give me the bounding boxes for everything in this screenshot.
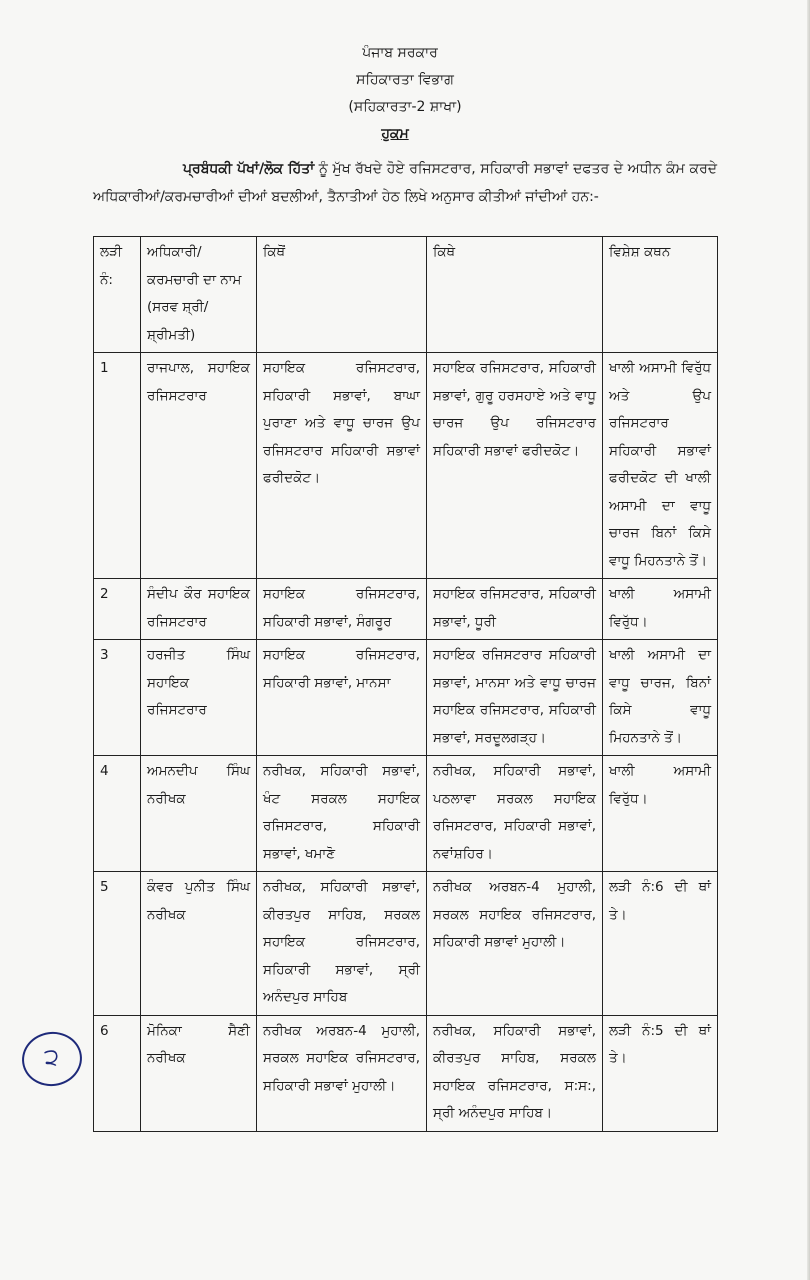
cell-to: ਸਹਾਇਕ ਰਜਿਸਟਰਾਰ ਸਹਿਕਾਰੀ ਸਭਾਵਾਂ, ਮਾਨਸਾ ਅਤੇ ਵਾਧੂ ਚਾਰਜ ਸਹਾਇਕ ਰਜਿਸਟਰਾਰ, ਸਹਿਕਾਰੀ ਸਭਾਵਾਂ, ਸਰਦੂਲਗੜ੍ਹ। <box>427 640 603 756</box>
cell-remarks: ਖਾਲੀ ਅਸਾਮੀ ਵਿਰੁੱਧ ਅਤੇ ਉਪ ਰਜਿਸਟਰਾਰ ਸਹਿਕਾਰੀ ਸਭਾਵਾਂ ਫਰੀਦਕੋਟ ਦੀ ਖਾਲੀ ਅਸਾਮੀ ਦਾ ਵਾਧੂ ਚਾਰਜ ਬਿਨਾਂ ਕਿਸੇ ਵਾਧੂ ਮਿਹਨਤਾਨੇ ਤੋਂ। <box>603 353 718 579</box>
cell-serial: 4 <box>94 756 141 872</box>
cell-serial: 2 <box>94 579 141 640</box>
intro-paragraph <box>93 155 717 211</box>
cell-to: ਨਰੀਖਕ, ਸਹਿਕਾਰੀ ਸਭਾਵਾਂ, ਪਠਲਾਵਾ ਸਰਕਲ ਸਹਾਇਕ ਰਜਿਸਟਰਾਰ, ਸਹਿਕਾਰੀ ਸਭਾਵਾਂ, ਨਵਾਂਸ਼ਹਿਰ। <box>427 756 603 872</box>
cell-remarks: ਖਾਲੀ ਅਸਾਮੀ ਵਿਰੁੱਧ। <box>603 756 718 872</box>
government-name: ਪੰਜਾਬ ਸਰਕਾਰ <box>362 45 438 61</box>
cell-to: ਸਹਾਇਕ ਰਜਿਸਟਰਾਰ, ਸਹਿਕਾਰੀ ਸਭਾਵਾਂ, ਗੁਰੂ ਹਰਸਹਾਏ ਅਤੇ ਵਾਧੂ ਚਾਰਜ ਉਪ ਰਜਿਸਟਰਾਰ ਸਹਿਕਾਰੀ ਸਭਾਵਾਂ ਫਰੀਦਕੋਟ। <box>427 353 603 579</box>
cell-to: ਸਹਾਇਕ ਰਜਿਸਟਰਾਰ, ਸਹਿਕਾਰੀ ਸਭਾਵਾਂ, ਧੂਰੀ <box>427 579 603 640</box>
table-row <box>94 756 718 872</box>
cell-to: ਨਰੀਖਕ ਅਰਬਨ-4 ਮੁਹਾਲੀ, ਸਰਕਲ ਸਹਾਇਕ ਰਜਿਸਟਰਾਰ, ਸਹਿਕਾਰੀ ਸਭਾਵਾਂ ਮੁਹਾਲੀ। <box>427 872 603 1016</box>
cell-from: ਸਹਾਇਕ ਰਜਿਸਟਰਾਰ, ਸਹਿਕਾਰੀ ਸਭਾਵਾਂ, ਸੰਗਰੂਰ <box>257 579 427 640</box>
cell-serial: 5 <box>94 872 141 1016</box>
table-row <box>94 872 718 1016</box>
cell-name: ਸੰਦੀਪ ਕੌਰ ਸਹਾਇਕ ਰਜਿਸਟਰਾਰ <box>141 579 257 640</box>
table-row <box>94 353 718 579</box>
table-row <box>94 579 718 640</box>
cell-name: ਰਾਜਪਾਲ, ਸਹਾਇਕ ਰਜਿਸਟਰਾਰ <box>141 353 257 579</box>
cell-name: ਹਰਜੀਤ ਸਿੰਘ ਸਹਾਇਕ ਰਜਿਸਟਰਾਰ <box>141 640 257 756</box>
branch-name: (ਸਹਿਕਾਰਤਾ-2 ਸ਼ਾਖਾ) <box>348 99 462 115</box>
order-title: ਹੁਕਮ <box>381 126 409 142</box>
header-official-name: ਅਧਿਕਾਰੀ/ ਕਰਮਚਾਰੀ ਦਾ ਨਾਮ (ਸਰਵ ਸ਼੍ਰੀ/ ਸ਼੍ਰੀਮਤੀ) <box>141 237 257 353</box>
intro-text: ਨੂੰ ਮੁੱਖ ਰੱਖਦੇ ਹੋਏ ਰਜਿਸਟਰਾਰ, ਸਹਿਕਾਰੀ ਸਭਾਵਾਂ ਦਫਤਰ ਦੇ ਅਧੀਨ ਕੰਮ ਕਰਦੇ ਅਧਿਕਾਰੀਆਂ/ਕਰਮਚਾਰੀਆਂ ਦੀਆਂ ਬਦਲੀਆਂ, ਤੈਨਾਤੀਆਂ ਹੇਠ ਲਿਖੇ ਅਨੁਸਾਰ ਕੀਤੀਆਂ ਜਾਂਦੀਆਂ ਹਨ:- <box>93 161 718 205</box>
header-serial-no: ਲੜੀ ਨੰ: <box>94 237 141 353</box>
cell-remarks: ਲੜੀ ਨੰ:6 ਦੀ ਥਾਂ ਤੇ। <box>603 872 718 1016</box>
cell-from: ਨਰੀਖਕ ਅਰਬਨ-4 ਮੁਹਾਲੀ, ਸਰਕਲ ਸਹਾਇਕ ਰਜਿਸਟਰਾਰ, ਸਹਿਕਾਰੀ ਸਭਾਵਾਂ ਮੁਹਾਲੀ। <box>257 1015 427 1131</box>
header-from: ਕਿਥੋਂ <box>257 237 427 353</box>
cell-serial: 6 <box>94 1015 141 1131</box>
cell-serial: 1 <box>94 353 141 579</box>
cell-name: ਮੋਨਿਕਾ ਸੈਣੀ ਨਰੀਖਕ <box>141 1015 257 1131</box>
cell-remarks: ਖਾਲੀ ਅਸਾਮੀ ਵਿਰੁੱਧ। <box>603 579 718 640</box>
table-row <box>94 1015 718 1131</box>
cell-to: ਨਰੀਖਕ, ਸਹਿਕਾਰੀ ਸਭਾਵਾਂ, ਕੀਰਤਪੁਰ ਸਾਹਿਬ, ਸਰਕਲ ਸਹਾਇਕ ਰਜਿਸਟਰਾਰ, ਸ:ਸ:, ਸ੍ਰੀ ਅਨੰਦਪੁਰ ਸਾਹਿਬ। <box>427 1015 603 1131</box>
page-number-stamp: ੨ <box>19 1028 86 1090</box>
cell-name: ਕੰਵਰ ਪੁਨੀਤ ਸਿੰਘ ਨਰੀਖਕ <box>141 872 257 1016</box>
header-to: ਕਿਥੇ <box>427 237 603 353</box>
header-remarks: ਵਿਸ਼ੇਸ਼ ਕਥਨ <box>603 237 718 353</box>
cell-from: ਸਹਾਇਕ ਰਜਿਸਟਰਾਰ, ਸਹਿਕਾਰੀ ਸਭਾਵਾਂ, ਬਾਘਾ ਪੁਰਾਣਾ ਅਤੇ ਵਾਧੂ ਚਾਰਜ ਉਪ ਰਜਿਸਟਰਾਰ ਸਹਿਕਾਰੀ ਸਭਾਵਾਂ ਫਰੀਦਕੋਟ। <box>257 353 427 579</box>
document-header <box>0 40 810 148</box>
cell-remarks: ਲੜੀ ਨੰ:5 ਦੀ ਥਾਂ ਤੇ। <box>603 1015 718 1131</box>
cell-from: ਨਰੀਖਕ, ਸਹਿਕਾਰੀ ਸਭਾਵਾਂ, ਖੰਟ ਸਰਕਲ ਸਹਾਇਕ ਰਜਿਸਟਰਾਰ, ਸਹਿਕਾਰੀ ਸਭਾਵਾਂ, ਖਮਾਣੋ <box>257 756 427 872</box>
cell-serial: 3 <box>94 640 141 756</box>
table-row <box>94 640 718 756</box>
transfer-table <box>93 236 718 1132</box>
intro-lead: ਪ੍ਰਬੰਧਕੀ ਪੱਖਾਂ/ਲੋਕ ਹਿੱਤਾਂ <box>183 161 315 177</box>
cell-remarks: ਖਾਲੀ ਅਸਾਮੀ ਦਾ ਵਾਧੂ ਚਾਰਜ, ਬਿਨਾਂ ਕਿਸੇ ਵਾਧੂ ਮਿਹਨਤਾਨੇ ਤੋਂ। <box>603 640 718 756</box>
department-name: ਸਹਿਕਾਰਤਾ ਵਿਭਾਗ <box>356 72 454 88</box>
cell-from: ਸਹਾਇਕ ਰਜਿਸਟਰਾਰ, ਸਹਿਕਾਰੀ ਸਭਾਵਾਂ, ਮਾਨਸਾ <box>257 640 427 756</box>
cell-from: ਨਰੀਖਕ, ਸਹਿਕਾਰੀ ਸਭਾਵਾਂ, ਕੀਰਤਪੁਰ ਸਾਹਿਬ, ਸਰਕਲ ਸਹਾਇਕ ਰਜਿਸਟਰਾਰ, ਸਹਿਕਾਰੀ ਸਭਾਵਾਂ, ਸ੍ਰੀ ਅਨੰਦਪੁਰ ਸਾਹਿਬ <box>257 872 427 1016</box>
table-header-row <box>94 237 718 353</box>
cell-name: ਅਮਨਦੀਪ ਸਿੰਘ ਨਰੀਖਕ <box>141 756 257 872</box>
